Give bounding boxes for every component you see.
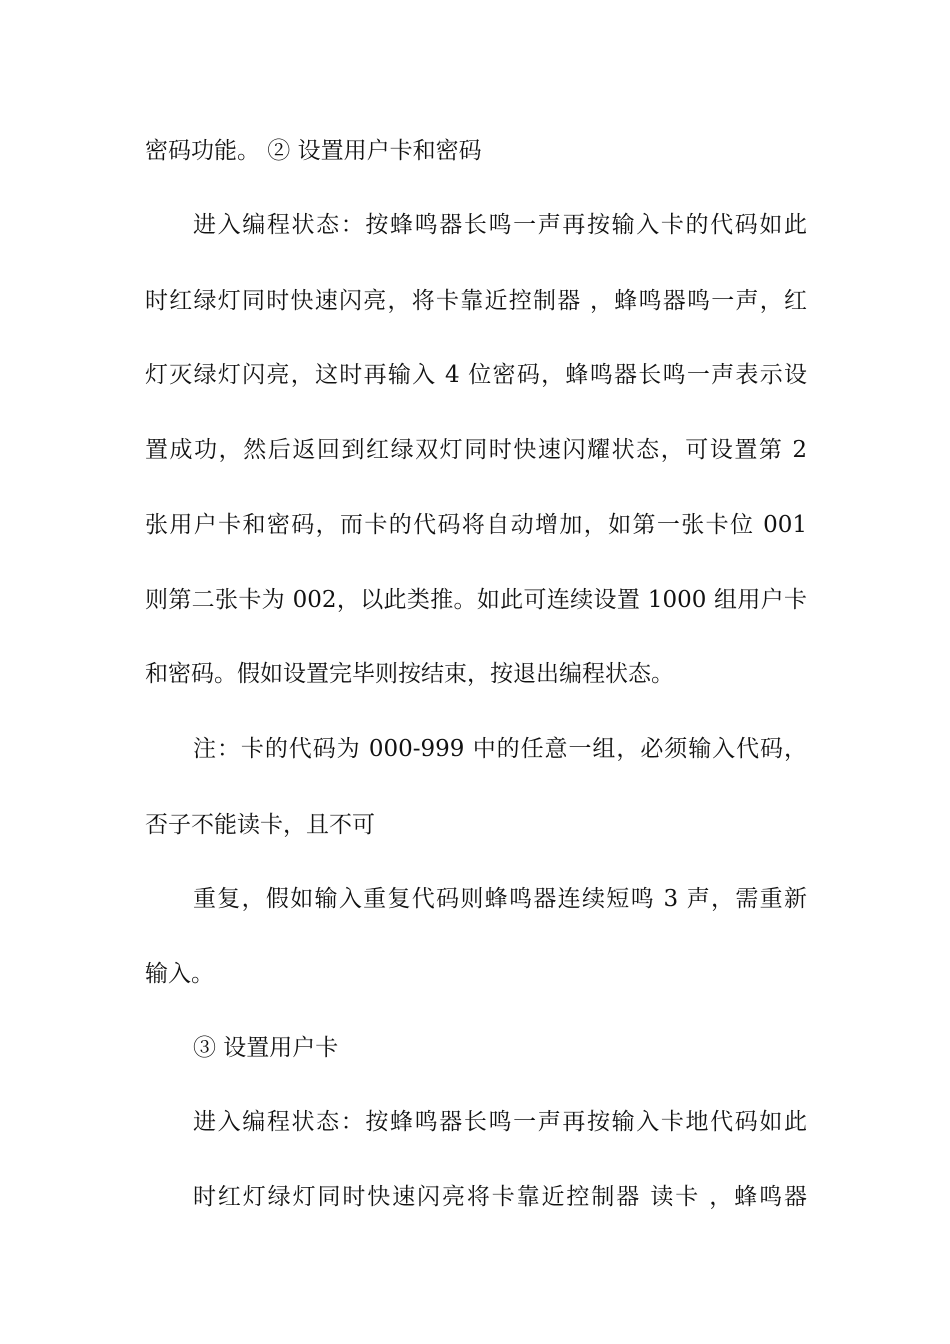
text-line-9: 注：卡的代码为 000-999 中的任意一组，必须输入代码， (193, 736, 807, 762)
text-line-15: 时红灯绿灯同时快速闪亮将卡靠近控制器 读卡 ，蜂鸣器 (193, 1184, 807, 1210)
text-line-10: 否子不能读卡，且不可 (145, 812, 375, 838)
text-line-12: 输入。 (145, 961, 214, 987)
text-line-14: 进入编程状态：按蜂鸣器长鸣一声再按输入卡地代码如此 (193, 1109, 807, 1135)
text-line-4: 灯灭绿灯闪亮，这时再输入 4 位密码，蜂鸣器长鸣一声表示设 (145, 362, 807, 388)
text-line-2: 进入编程状态：按蜂鸣器长鸣一声再按输入卡的代码如此 (193, 212, 807, 238)
text-line-1: 密码功能。 ② 设置用户卡和密码 (145, 138, 482, 164)
text-line-13: ③ 设置用户卡 (193, 1035, 339, 1061)
text-line-11: 重复，假如输入重复代码则蜂鸣器连续短鸣 3 声，需重新 (193, 886, 807, 912)
text-line-6: 张用户卡和密码，而卡的代码将自动增加，如第一张卡位 001 (145, 512, 807, 538)
text-line-7: 则第二张卡为 002，以此类推。如此可连续设置 1000 组用户卡 (145, 587, 807, 613)
text-line-3: 时红绿灯同时快速闪亮，将卡靠近控制器 ，蜂鸣器鸣一声，红 (145, 288, 807, 314)
text-line-5: 置成功，然后返回到红绿双灯同时快速闪耀状态，可设置第 2 (145, 437, 807, 463)
text-line-8: 和密码。假如设置完毕则按结束，按退出编程状态。 (145, 661, 674, 687)
